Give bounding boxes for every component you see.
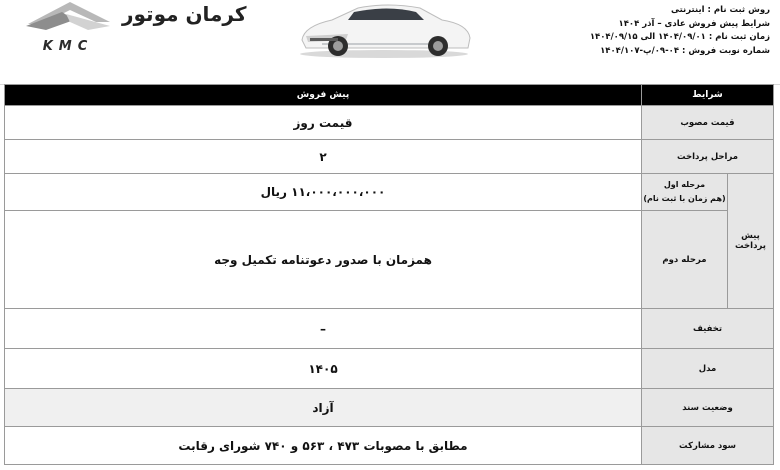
table-row bbox=[5, 349, 774, 389]
row-value-doc-status: آزاد bbox=[5, 389, 642, 427]
table-row bbox=[5, 427, 774, 465]
row-value-model: ۱۴۰۵ bbox=[5, 349, 642, 389]
stage1-label: مرحله اول bbox=[663, 180, 706, 189]
row-label-model: مدل bbox=[642, 349, 774, 389]
sale-conditions-table bbox=[4, 84, 774, 465]
row-label-prepayment: پیش پرداخت bbox=[728, 174, 774, 309]
row-label-stages: مراحل پرداخت bbox=[642, 140, 774, 174]
row-value-profit: مطابق با مصوبات ۴۷۳ ، ۵۶۳ و ۷۴۰ شورای رقابت bbox=[5, 427, 642, 465]
svg-text:KMC: KMC bbox=[42, 39, 94, 54]
row-label-discount: تخفیف bbox=[642, 309, 774, 349]
stage1-note: (هم زمان با ثبت نام) bbox=[643, 194, 726, 203]
table-row bbox=[5, 389, 774, 427]
header-cell-presale: پیش فروش bbox=[5, 85, 642, 106]
row-label-stage1 bbox=[642, 174, 728, 211]
header-cell-conditions: شرایط bbox=[642, 85, 774, 106]
info-line: روش ثبت نام : اینترنتی bbox=[670, 5, 770, 15]
row-label-doc-status: وضعیت سند bbox=[642, 389, 774, 427]
row-value-stage2: همزمان با صدور دعوتنامه تکمیل وجه bbox=[5, 211, 642, 309]
table-row bbox=[5, 106, 774, 140]
row-value-stages: ۲ bbox=[5, 140, 642, 174]
row-value-price: قیمت روز bbox=[5, 106, 642, 140]
registration-info bbox=[510, 4, 770, 58]
info-line: شماره نوبت فروش : ۰۴-۰۹/پ-۱۴۰۴/۱۰۷ bbox=[600, 45, 770, 56]
table-row bbox=[5, 309, 774, 349]
row-label-stage2: مرحله دوم bbox=[642, 211, 728, 309]
info-line: زمان ثبت نام : ۱۴۰۴/۰۹/۰۱ الی ۱۴۰۴/۰۹/۱۵ bbox=[589, 32, 770, 42]
table-row bbox=[5, 211, 774, 309]
table-row bbox=[5, 174, 774, 211]
table-row bbox=[5, 140, 774, 174]
brand-name: کرمان موتور bbox=[122, 2, 247, 26]
row-value-discount: – bbox=[5, 309, 642, 349]
info-line: شرایط پیش فروش عادی – آذر ۱۴۰۴ bbox=[618, 18, 770, 29]
kmc-logo bbox=[18, 0, 118, 56]
row-label-price: قیمت مصوب bbox=[642, 106, 774, 140]
row-value-stage1: ۱۱،۰۰۰،۰۰۰،۰۰۰ ریال bbox=[5, 174, 642, 211]
car-image bbox=[292, 0, 477, 58]
row-label-profit: سود مشارکت bbox=[642, 427, 774, 465]
table-header-row bbox=[5, 85, 774, 106]
header bbox=[0, 0, 780, 85]
